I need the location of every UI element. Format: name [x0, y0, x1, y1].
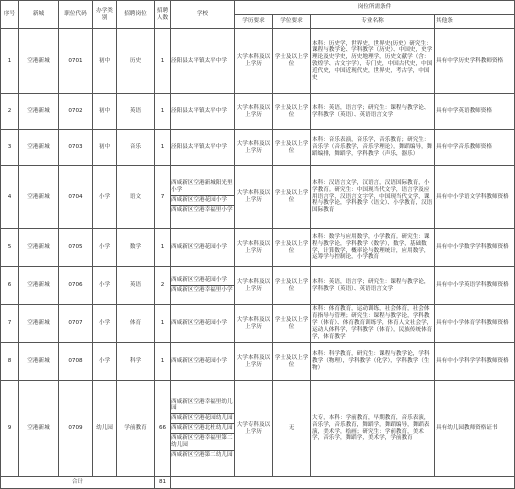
- cell-post: 学前教育: [117, 381, 155, 477]
- total-count: 81: [155, 477, 171, 489]
- header-post: 招聘岗位: [117, 1, 155, 29]
- cell-edu: 大学本科及以上学历: [235, 305, 273, 343]
- cell-degree: 学士及以上学位: [273, 343, 311, 381]
- cell-schools: [171, 381, 235, 477]
- cell-schools: [171, 229, 235, 267]
- cell-post: 体育: [117, 305, 155, 343]
- cell-major: 本科：体育教育，运动训练，社会体育，社会体育指导与管理；研究生：课程与教学论，学科教学（体育）、体育教育训练学，体育人文社会学，运动人体科学，学科教学（体育），民族传统体育学，体育教学: [311, 305, 435, 343]
- school-name: 西咸新区空港幸福里幼儿园: [171, 398, 234, 415]
- cell-other: 具有中小学语文学科教师资格: [435, 166, 515, 229]
- cell-edu: 大学本科及以上学历: [235, 267, 273, 305]
- cell-major: 本科：英语，语言学；研究生：课程与教学论、学科教学（英语）、英语语言文学: [311, 94, 435, 130]
- school-list: [171, 357, 234, 366]
- school-list: [171, 107, 234, 116]
- cell-code: 0703: [59, 130, 93, 166]
- cell-major: 本科：音乐表演，音乐学，音乐教育；研究生：音乐学（音乐教学，音乐学理论），舞蹈编导，舞蹈编排，舞蹈学，学科教学（声乐，器乐）: [311, 130, 435, 166]
- cell-other: 具有中学历史学科教师资格: [435, 29, 515, 94]
- header-major: 专业名称: [311, 15, 435, 29]
- cell-major: 本科：数学与应用数学，小学教育。研究生：课程与教学论，学科教学（数学），数学，基础数学，计算数学，概率论与数理统计，应用数学，运筹学与控制论，小学教育: [311, 229, 435, 267]
- school-name: 西咸新区空港花园小学: [171, 358, 227, 365]
- cell-schools: [171, 267, 235, 305]
- cell-edu: 大学本科及以上学历: [235, 29, 273, 94]
- table-row: [1, 305, 515, 343]
- cell-count: 1: [155, 94, 171, 130]
- cell-code: 0705: [59, 229, 93, 267]
- cell-code: 0709: [59, 381, 93, 477]
- cell-edu: 大学本科及以上学历: [235, 166, 273, 229]
- cell-major: 本科：英语，语言学；研究生：课程与教学论，学科教学（英语）、英语语言文学: [311, 267, 435, 305]
- header-row: [1, 1, 515, 15]
- cell-count: 66: [155, 381, 171, 477]
- cell-code: 0706: [59, 267, 93, 305]
- table-row: [1, 343, 515, 381]
- cell-seq: 2: [1, 94, 19, 130]
- school-name: 泾阳县太平镇太平中学: [171, 108, 227, 115]
- cell-edu: 大学专科及以上学历: [235, 381, 273, 477]
- cell-degree: 学士及以上学位: [273, 267, 311, 305]
- header-seq: 序号: [1, 1, 19, 29]
- cell-schools: [171, 343, 235, 381]
- cell-code: 0707: [59, 305, 93, 343]
- cell-seq: 3: [1, 130, 19, 166]
- cell-other: 具有中小学数学学科教师资格: [435, 229, 515, 267]
- cell-seq: 6: [1, 267, 19, 305]
- cell-count: 1: [155, 130, 171, 166]
- cell-school-type: 初中: [93, 130, 117, 166]
- header-code: 职位代码: [59, 1, 93, 29]
- cell-schools: [171, 94, 235, 130]
- cell-county: 空港新城: [19, 229, 59, 267]
- cell-seq: 5: [1, 229, 19, 267]
- cell-count: 1: [155, 305, 171, 343]
- cell-seq: 9: [1, 381, 19, 477]
- cell-major: 大专，本科：学前教育，早期教育，音乐表演，音乐学，音乐教育，舞蹈学，舞蹈编导，舞蹈表演，美术学，绘画；研究生：学前教育，美术学，音乐学，舞蹈学，美术学，学前教育: [311, 381, 435, 477]
- cell-school-type: 初中: [93, 94, 117, 130]
- cell-post: 英语: [117, 267, 155, 305]
- cell-degree: 学士及以上学位: [273, 94, 311, 130]
- cell-degree: 学士及以上学位: [273, 130, 311, 166]
- header-edu: 学历要求: [235, 15, 273, 29]
- cell-school-type: 初中: [93, 29, 117, 94]
- cell-county: 空港新城: [19, 267, 59, 305]
- total-label: 合计: [1, 477, 155, 489]
- cell-post: 历史: [117, 29, 155, 94]
- header-other: 其他条: [435, 15, 515, 29]
- cell-county: 空港新城: [19, 94, 59, 130]
- school-list: [171, 57, 234, 66]
- cell-schools: [171, 166, 235, 229]
- cell-school-type: 小学: [93, 229, 117, 267]
- school-name: 泾阳县太平镇太平中学: [171, 57, 227, 64]
- cell-other: 具有幼儿园教师资格证书: [435, 381, 515, 477]
- table-row: [1, 229, 515, 267]
- cell-degree: 学士及以上学位: [273, 166, 311, 229]
- cell-county: 空港新城: [19, 305, 59, 343]
- cell-code: 0708: [59, 343, 93, 381]
- school-name: 泾阳县太平镇太平中学: [171, 144, 227, 151]
- header-school: 学校: [171, 1, 235, 29]
- cell-degree: 学士及以上学位: [273, 305, 311, 343]
- cell-degree: 学士及以上学位: [273, 29, 311, 94]
- table-row: [1, 94, 515, 130]
- header-school-type: 办学类别: [93, 1, 117, 29]
- school-list: [171, 143, 234, 152]
- table-row: [1, 166, 515, 229]
- cell-seq: 7: [1, 305, 19, 343]
- cell-post: 语文: [117, 166, 155, 229]
- table-row: [1, 130, 515, 166]
- cell-school-type: 小学: [93, 343, 117, 381]
- cell-school-type: 小学: [93, 267, 117, 305]
- cell-seq: 8: [1, 343, 19, 381]
- cell-seq: 1: [1, 29, 19, 94]
- cell-code: 0704: [59, 166, 93, 229]
- cell-post: 音乐: [117, 130, 155, 166]
- cell-other: 具有中学英语教师资格: [435, 94, 515, 130]
- cell-degree: 学士及以上学位: [273, 229, 311, 267]
- school-name: 西咸新区空港幸福里小学: [171, 206, 233, 213]
- cell-other: 具有中小学科学学科教师资格: [435, 343, 515, 381]
- table-row: [1, 267, 515, 305]
- school-name: 西咸新区空港幸福里第二幼儿园: [171, 434, 234, 451]
- table-row: [1, 29, 515, 94]
- school-name: 西咸新区空港第二幼儿园: [171, 451, 233, 458]
- cell-count: 1: [155, 229, 171, 267]
- cell-count: 2: [155, 267, 171, 305]
- school-name: 西咸新区空港花园小学: [171, 244, 227, 251]
- cell-other: 具有中小学体育学科教师资格: [435, 305, 515, 343]
- cell-schools: [171, 130, 235, 166]
- cell-other: 具有中小学英语学科教师资格: [435, 267, 515, 305]
- header-county: 新城: [19, 1, 59, 29]
- school-name: 西咸新区空港北杜幼儿园: [171, 424, 234, 434]
- cell-edu: 大学本科及以上学历: [235, 130, 273, 166]
- cell-school-type: 幼儿园: [93, 381, 117, 477]
- cell-post: 数学: [117, 229, 155, 267]
- school-list: [171, 243, 234, 252]
- school-name: 西咸新区空港幸福里小学: [171, 287, 233, 293]
- school-list: [171, 319, 234, 328]
- school-name: 西咸新区空港花园小学: [171, 320, 227, 327]
- cell-edu: 大学本科及以上学历: [235, 94, 273, 130]
- total-empty: [171, 477, 515, 489]
- cell-county: 空港新城: [19, 343, 59, 381]
- cell-county: 空港新城: [19, 130, 59, 166]
- school-list: [171, 179, 234, 214]
- cell-school-type: 小学: [93, 305, 117, 343]
- cell-major: 本科：科学教育，研究生：课程与教学论，学科教学（物理），学科教学（化学），学科教学（生物）: [311, 343, 435, 381]
- cell-county: 空港新城: [19, 166, 59, 229]
- cell-count: 1: [155, 343, 171, 381]
- school-list: [171, 398, 234, 460]
- header-degree: 学位要求: [273, 15, 311, 29]
- cell-schools: [171, 305, 235, 343]
- cell-county: 空港新城: [19, 29, 59, 94]
- school-name: 西咸新区空港花园小学: [171, 196, 234, 206]
- school-name: 西咸新区空港新城阳光里小学: [171, 179, 234, 196]
- total-row: [1, 477, 515, 489]
- cell-post: 科学: [117, 343, 155, 381]
- cell-edu: 大学本科及以上学历: [235, 229, 273, 267]
- cell-major: 本科：汉语言文学，汉语言，汉语国际教育，小学教育。研究生：中国现当代文学，语言学及应用语言学，汉语言文字学，中国现当代文学，课程与教学论，学科教学（语文）、小学教育，汉语国际教育: [311, 166, 435, 229]
- cell-county: 空港新城: [19, 381, 59, 477]
- table-row: [1, 381, 515, 477]
- cell-major: 本科：历史学，世界史，世界史(历史）研究生：课程与教学论、学科教学（历史）、中国史，史学理论及史学史，历史地理学，历史文献学（含：敦煌学、古文字学），专门史，中国古代史，中国近代史，中国近现代史，世界史，考古学，中国史: [311, 29, 435, 94]
- header-count: 招聘人数: [155, 1, 171, 29]
- cell-edu: 大学本科及以上学历: [235, 343, 273, 381]
- cell-code: 0701: [59, 29, 93, 94]
- school-list: [171, 276, 234, 295]
- cell-code: 0702: [59, 94, 93, 130]
- school-name: 西咸新区空港花园小学: [171, 276, 234, 286]
- cell-school-type: 小学: [93, 166, 117, 229]
- cell-count: 7: [155, 166, 171, 229]
- cell-post: 英语: [117, 94, 155, 130]
- header-conditions: 岗位所需条件: [235, 1, 515, 15]
- cell-count: 1: [155, 29, 171, 94]
- cell-degree: 无: [273, 381, 311, 477]
- cell-other: 具有中学音乐教师资格: [435, 130, 515, 166]
- cell-seq: 4: [1, 166, 19, 229]
- cell-schools: [171, 29, 235, 94]
- school-name: 西咸新区空港花园幼儿园: [171, 414, 234, 424]
